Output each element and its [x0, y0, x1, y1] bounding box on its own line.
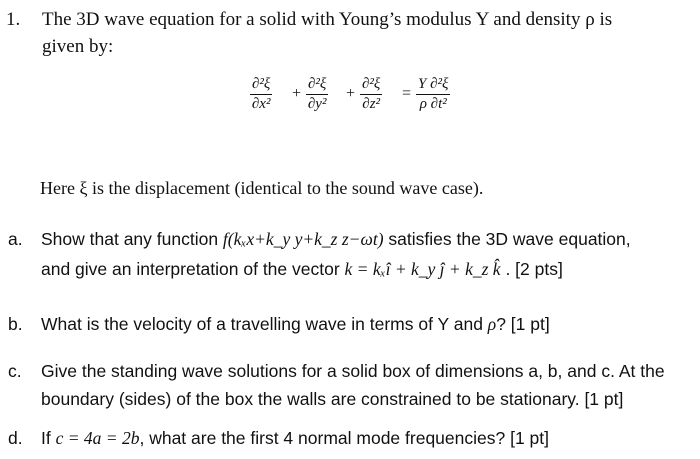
question-intro-line1: The 3D wave equation for a solid with Young’s modulus Y and density ρ is [42, 9, 613, 30]
term-y [306, 75, 328, 114]
part-b-text: What is the velocity of a travelling wave in terms of Y and [41, 314, 488, 334]
part-b-rho: ρ [487, 314, 497, 334]
question-number: 1. [6, 9, 21, 30]
part-c-label: c. [8, 361, 22, 381]
part-a-line1 [41, 225, 681, 253]
part-a-line2 [41, 255, 681, 283]
equals-sign: = [402, 85, 412, 102]
part-a-line1-end: satisfies the 3D wave equation, [383, 229, 631, 249]
rhs-denominator: ρ ∂t² [419, 96, 447, 112]
part-c-line2: boundary (sides) of the box the walls are constrained to be stationary. [1 pt] [41, 389, 624, 409]
part-a-points: . [2 pts] [500, 259, 563, 279]
plus-sign-1: + [292, 85, 302, 102]
part-a-line2-text: and give an interpretation of the vector [41, 259, 345, 279]
question-intro-line2: given by: [42, 36, 114, 57]
part-b-label: b. [8, 314, 23, 334]
term-x-numerator: ∂²ξ [250, 75, 272, 95]
part-a-line1-text: Show that any function [41, 229, 223, 249]
part-a-function: f(kₓx+k_y y+k_z z−ωt) [222, 229, 384, 249]
term-x [250, 75, 272, 114]
part-a-vector: k = kₓî + k_y ĵ + k_z k̂ [344, 259, 501, 279]
part-d-condition: c = 4a = 2b [55, 428, 140, 448]
question-intro [42, 6, 682, 60]
term-y-denominator: ∂y² [307, 96, 327, 112]
part-c-line1: Give the standing wave solutions for a solid box of dimensions a, b, and c. At the [41, 361, 665, 381]
part-a-body [41, 225, 681, 283]
part-d-body [41, 424, 681, 452]
wave-equation [250, 75, 490, 125]
displacement-note: Here ξ is the displacement (identical to the sound wave case). [40, 178, 484, 198]
term-y-numerator: ∂²ξ [306, 75, 328, 95]
term-rhs [416, 75, 450, 114]
term-x-denominator: ∂x² [251, 96, 271, 112]
plus-sign-2: + [346, 85, 356, 102]
part-a-label: a. [8, 229, 23, 249]
part-d-label: d. [8, 428, 23, 448]
part-b-body [41, 310, 681, 338]
rhs-numerator: Y ∂²ξ [416, 75, 450, 95]
term-z [360, 75, 382, 114]
part-d-question: , what are the first 4 normal mode frequencies? [1 pt] [139, 428, 549, 448]
part-c-body [41, 357, 681, 413]
term-z-numerator: ∂²ξ [360, 75, 382, 95]
term-z-denominator: ∂z² [362, 96, 381, 112]
part-b-points: ? [1 pt] [496, 314, 550, 334]
part-d-text: If [41, 428, 56, 448]
